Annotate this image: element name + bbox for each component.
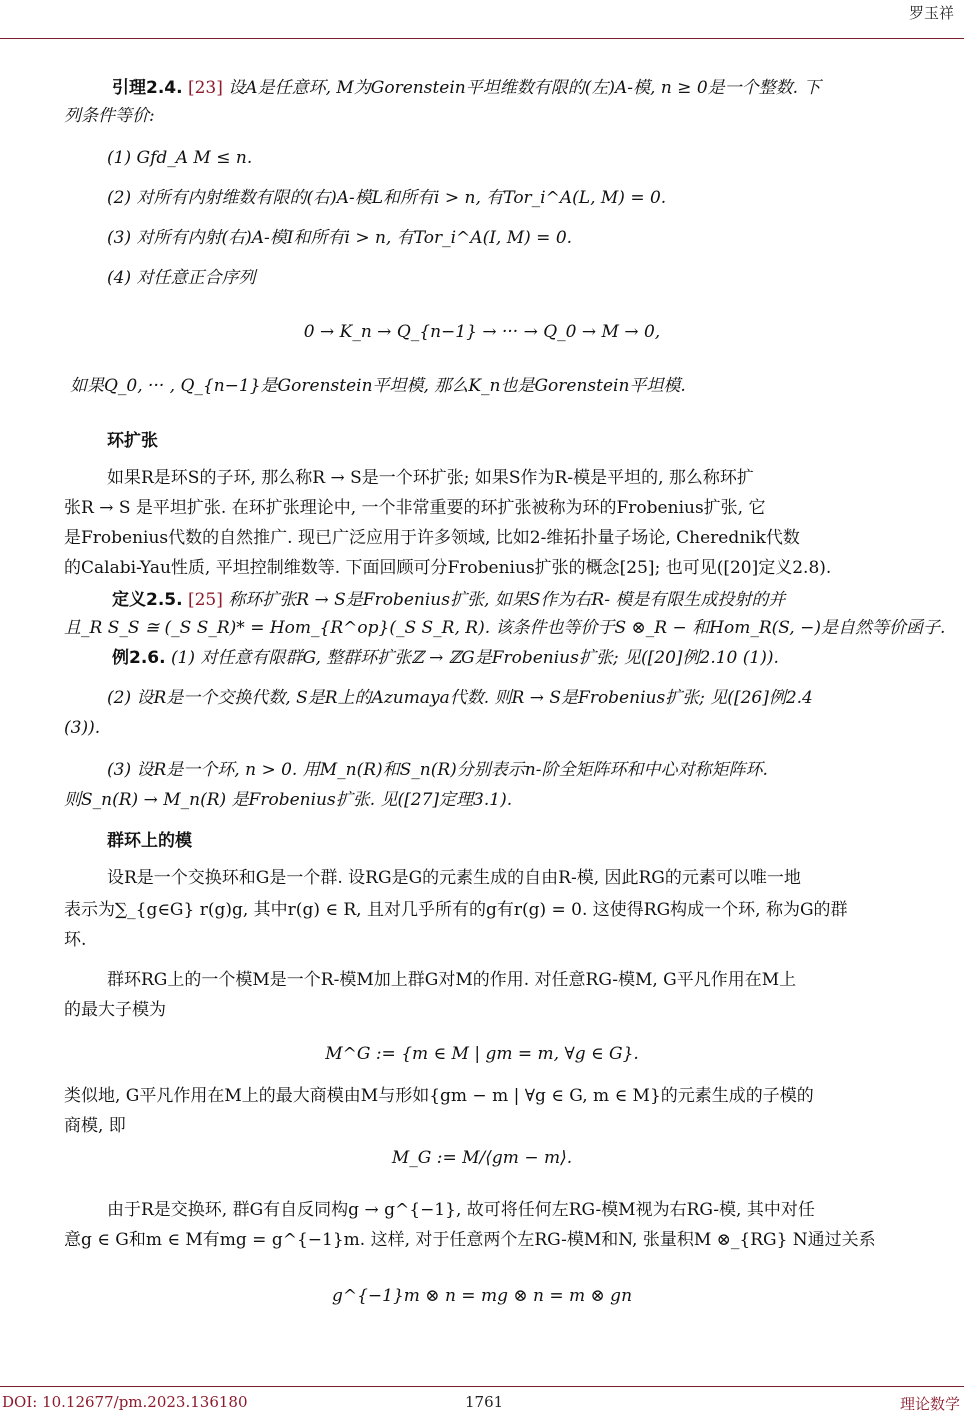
example-line-1 [112,646,779,670]
module-line-4: 商模, 即 [64,1116,126,1136]
lemma-label: 引理2.4. [112,78,183,98]
footer-journal-link[interactable]: 理论数学 [899,1395,960,1413]
lemma-condition-2: (2) 对所有内射维数有限的(右)A-模L和所有i > n, 有Tor_i^A(L, M) = 0. [107,188,667,208]
tensor-line-2: 意g ∈ G和m ∈ M有mg = g^{−1}m. 这样, 对于任意两个左RG-模M和N, 张量积M ⊗_{RG} N通过关系 [64,1230,876,1250]
lemma-citation-link[interactable]: [23] [187,78,223,98]
lemma-line-1 [112,76,820,100]
ring-ext-line-4: 的Calabi-Yau性质, 平坦控制维数等. 下面回顾可分Frobenius扩张的概念[25]; 也可见([20]定义2.8). [64,558,832,578]
lemma-condition-3: (3) 对所有内射(右)A-模I和所有i > n, 有Tor_i^A(I, M) = 0. [107,228,573,248]
example-item-3b: 则S_n(R) → M_n(R) 是Frobenius扩张. 见([27]定理3.1). [64,790,513,810]
lemma-condition-4: (4) 对任意正合序列 [107,268,256,288]
ring-ext-line-2: 张R → S 是平坦扩张. 在环扩张理论中, 一个非常重要的环扩张被称为环的Frobenius扩张, 它 [64,498,766,518]
group-ring-line-1: 设R是一个交换环和G是一个群. 设RG是G的元素生成的自由R-模, 因此RG的元素可以唯一地 [107,868,801,888]
exact-sequence: 0 → K_n → Q_{n−1} → ··· → Q_0 → M → 0, [303,322,661,342]
lemma-line-2: 列条件等价: [64,106,155,126]
ring-ext-line-1: 如果R是环S的子环, 那么称R → S是一个环扩张; 如果S作为R-模是平坦的, 那么称环扩 [107,468,754,488]
footer-page-number: 1761 [465,1393,504,1411]
tensor-line-1: 由于R是交换环, 群G有自反同构g → g^{−1}, 故可将任何左RG-模M视为右RG-模, 其中对任 [107,1200,815,1220]
group-ring-line-3: 环. [64,930,87,950]
example-item-2a: (2) 设R是一个交换代数, S是R上的Azumaya代数. 则R → S是Frobenius扩张; 见([26]例2.4 [107,688,813,708]
lemma-condition-1: (1) Gfd_A M ≤ n. [107,148,253,168]
example-label: 例2.6. [112,648,166,668]
definition-label: 定义2.5. [112,590,183,610]
module-line-1: 群环RG上的一个模M是一个R-模M加上群G对M的作用. 对任意RG-模M, G平凡作用在M上 [107,970,797,990]
header-author: 罗玉祥 [908,4,954,22]
header-rule [0,38,964,39]
definition-line-2: 且_R S_S ≅ (_S S_R)* = Hom_{R^op}(_S S_R, R). 该条件也等价于S ⊗_R − 和Hom_R(S, −)是自然等价函子. [64,618,946,638]
ring-ext-line-3: 是Frobenius代数的自然推广. 现已广泛应用于许多领域, 比如2-维拓扑量子场论, Cherednik代数 [64,528,800,548]
lemma-statement: 设A是任意环, M为Gorenstein平坦维数有限的(左)A-模, n ≥ 0是一个整数. 下 [228,78,821,98]
example-item-2b: (3)). [64,718,101,738]
footer-doi-link[interactable]: DOI: 10.12677/pm.2023.136180 [2,1393,248,1411]
module-line-3: 类似地, G平凡作用在M上的最大商模由M与形如{gm − m | ∀g ∈ G, m ∈ M}的元素生成的子模的 [64,1086,814,1106]
definition-statement: 称环扩张R → S是Frobenius扩张, 如果S作为右R- 模是有限生成投射的并 [228,590,786,610]
section-title-group-ring-modules: 群环上的模 [107,831,192,851]
invariants-equation: M^G := {m ∈ M | gm = m, ∀g ∈ G}. [325,1044,639,1064]
group-ring-line-2: 表示为∑_{g∈G} r(g)g, 其中r(g) ∈ R, 且对几乎所有的g有r(g) = 0. 这使得RG构成一个环, 称为G的群 [64,900,848,920]
example-item-3a: (3) 设R是一个环, n > 0. 用M_n(R)和S_n(R)分别表示n-阶全矩阵环和中心对称矩阵环. [107,760,768,780]
footer-rule [0,1386,964,1387]
module-line-2: 的最大子模为 [64,1000,166,1020]
section-title-ring-extension: 环扩张 [107,431,158,451]
definition-line-1 [112,588,785,612]
tensor-relation-equation: g^{−1}m ⊗ n = mg ⊗ n = m ⊗ gn [331,1286,633,1306]
coinvariants-equation: M_G := M/⟨gm − m⟩. [391,1148,573,1168]
lemma-tail: 如果Q_0, ··· , Q_{n−1}是Gorenstein平坦模, 那么K_n也是Gorenstein平坦模. [70,376,686,396]
definition-citation-link[interactable]: [25] [187,590,223,610]
example-item-1: (1) 对任意有限群G, 整群环扩张ℤ → ℤG是Frobenius扩张; 见([20]例2.10 (1)). [170,648,779,668]
